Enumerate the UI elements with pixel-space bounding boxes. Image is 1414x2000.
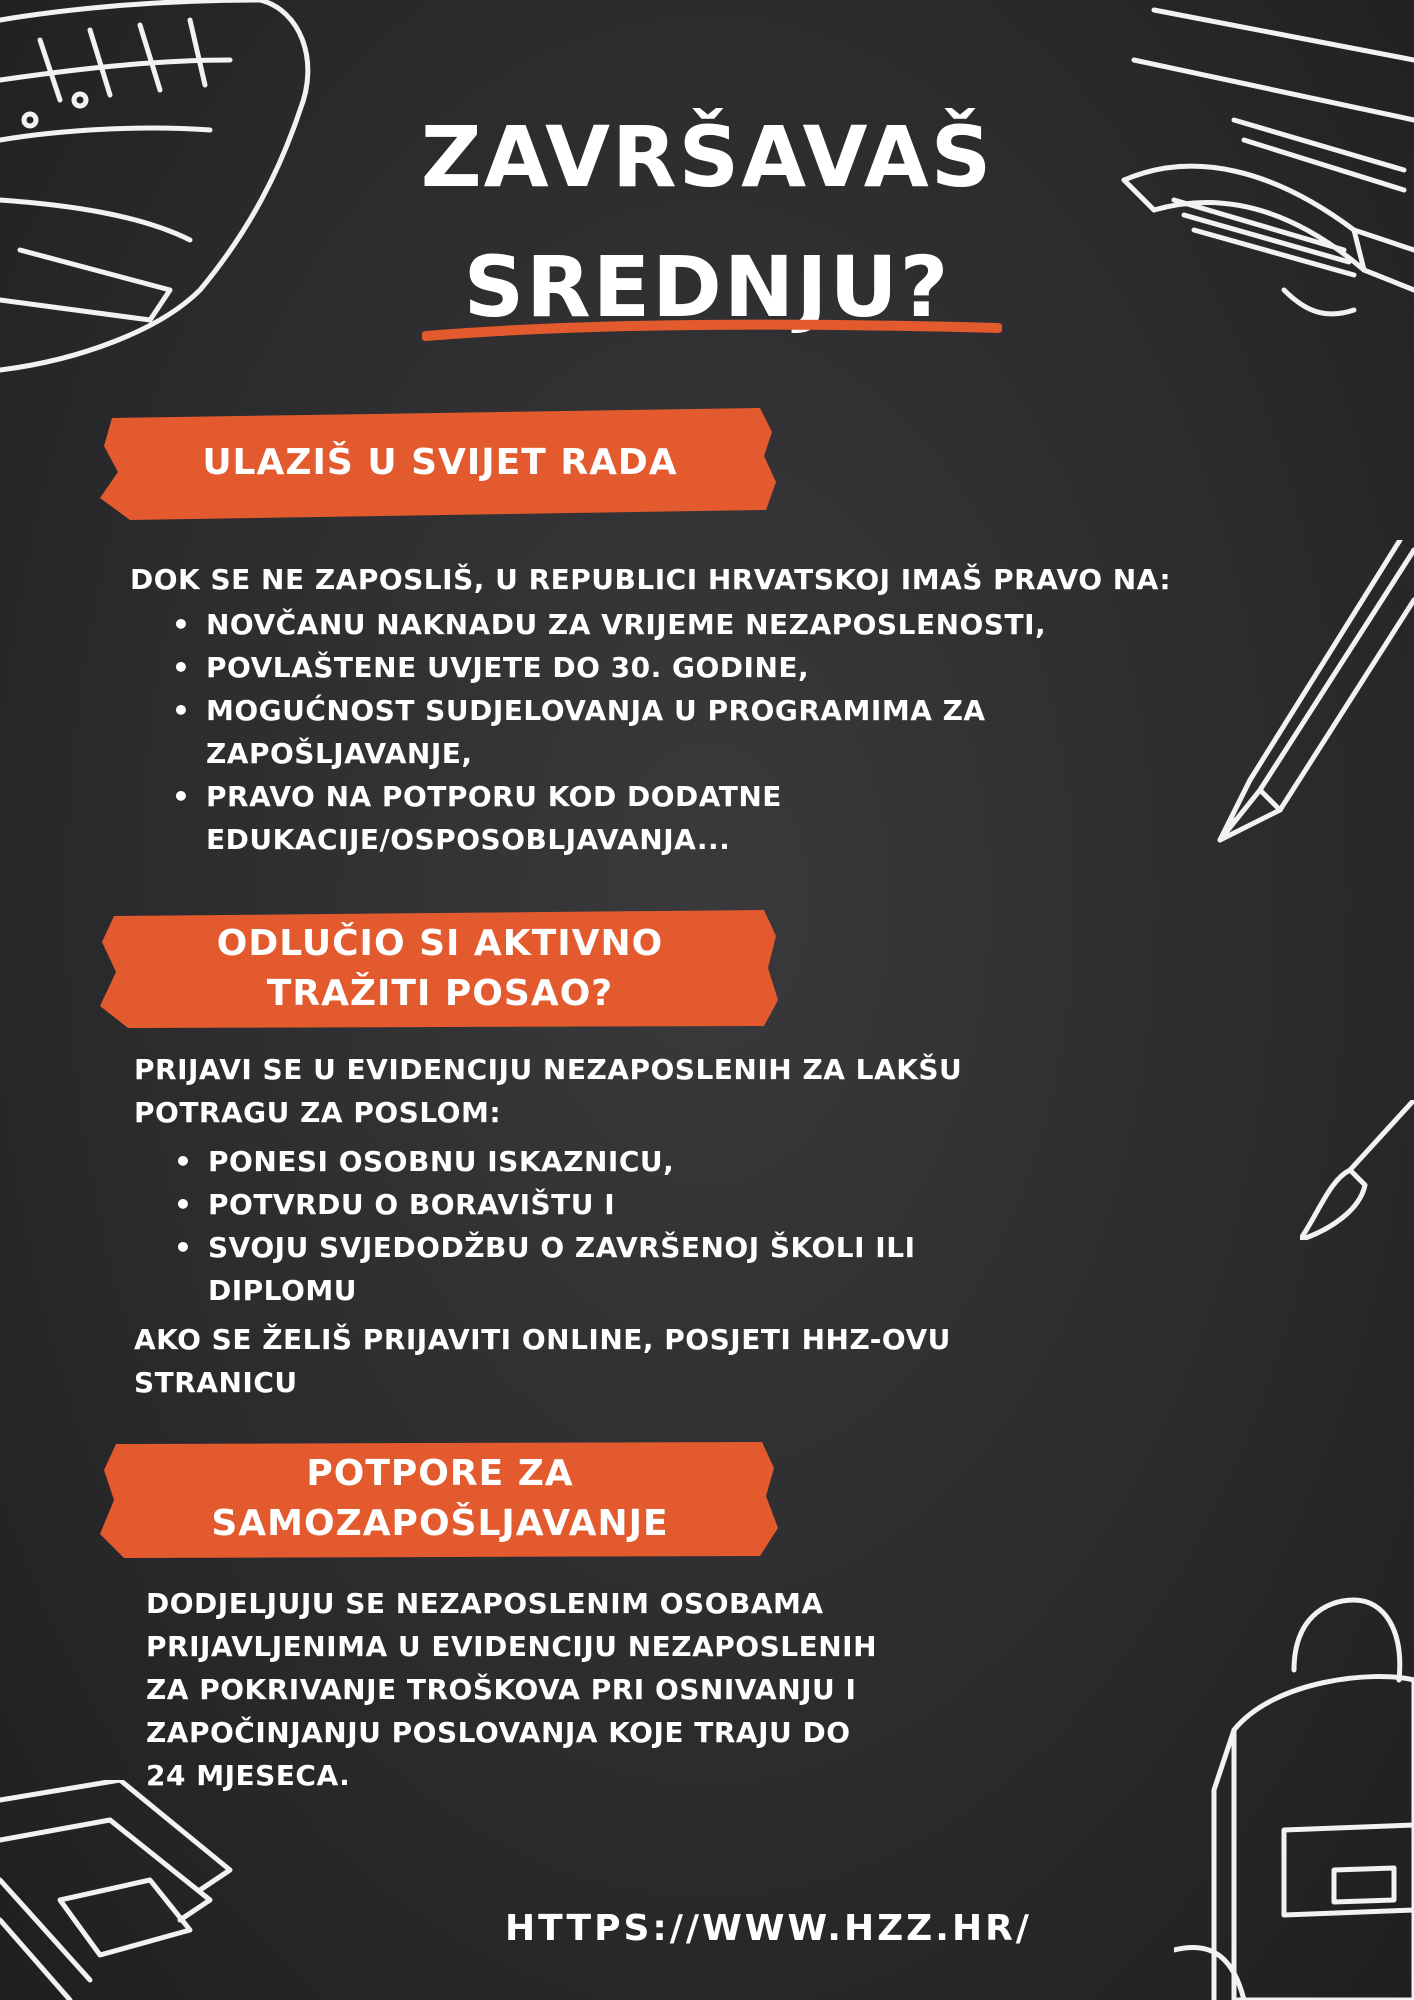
website-link[interactable]: HTTPS://WWW.HZZ.HR/: [505, 1908, 1032, 1949]
list-item-text: ZAPOŠLJAVANJE,: [206, 737, 473, 770]
section-1-banner: [100, 402, 780, 524]
list-item-text: MOGUĆNOST SUDJELOVANJA U PROGRAMIMA ZA: [206, 694, 986, 727]
section-2-intro-line-2: POTRAGU ZA POSLOM:: [134, 1096, 502, 1129]
list-item-text: PONESI OSOBNU ISKAZNICU,: [208, 1145, 675, 1178]
brush-icon: [1300, 1100, 1414, 1240]
section-1-intro: DOK SE NE ZAPOSLIŠ, U REPUBLICI HRVATSKOJ IMAŠ PRAVO NA:: [130, 563, 1172, 596]
bullet-dot-icon: •: [174, 1145, 193, 1178]
bullet-dot-icon: •: [172, 651, 191, 684]
section-3-body-line: PRIJAVLJENIMA U EVIDENCIJU NEZAPOSLENIH: [146, 1630, 878, 1663]
section-2-heading-line-1: ODLUČIO SI AKTIVNO: [216, 923, 664, 964]
section-2-outro-line-2: STRANICU: [134, 1366, 298, 1399]
section-3-body: [146, 1582, 877, 1797]
title-line-1: ZAVRŠAVAŠ: [420, 108, 994, 206]
title-underline: [422, 318, 1002, 342]
section-3-body-line: 24 MJESECA.: [146, 1759, 351, 1792]
section-3-banner: [100, 1436, 780, 1562]
section-2-intro: [134, 1048, 962, 1134]
section-1-heading-text: ULAZIŠ U SVIJET RADA: [202, 442, 678, 483]
section-2-banner: [100, 906, 780, 1032]
list-item: [170, 1226, 916, 1312]
bullet-dot-icon: •: [174, 1188, 193, 1221]
list-item: [168, 689, 1046, 775]
list-item: [168, 775, 1046, 861]
list-item-text: POTVRDU O BORAVIŠTU I: [208, 1188, 616, 1221]
section-3-heading: [100, 1436, 780, 1562]
section-2-list: [170, 1140, 916, 1312]
bullet-dot-icon: •: [174, 1231, 193, 1264]
list-item: [170, 1183, 916, 1226]
section-2-heading: [100, 906, 780, 1032]
list-item-text: EDUKACIJE/OSPOSOBLJAVANJA...: [206, 823, 731, 856]
section-2-intro-line-1: PRIJAVI SE U EVIDENCIJU NEZAPOSLENIH ZA LAKŠU: [134, 1053, 963, 1086]
list-item-text: NOVČANU NAKNADU ZA VRIJEME NEZAPOSLENOSTI,: [206, 608, 1047, 641]
section-2-outro-line-1: AKO SE ŽELIŠ PRIJAVITI ONLINE, POSJETI HHZ-OVU: [134, 1323, 951, 1356]
section-3-heading-line-2: SAMOZAPOŠLJAVANJE: [211, 1503, 669, 1544]
section-2-heading-line-2: TRAŽITI POSAO?: [266, 973, 614, 1014]
bullet-dot-icon: •: [172, 780, 191, 813]
notebook-icon: [0, 1780, 240, 2000]
list-item-text: SVOJU SVJEDODŽBU O ZAVRŠENOJ ŠKOLI ILI: [208, 1231, 916, 1264]
pencil-icon: [1200, 540, 1414, 860]
section-1-heading: [100, 402, 780, 524]
title-line-2: SREDNJU?: [463, 238, 951, 336]
list-item-text: PRAVO NA POTPORU KOD DODATNE: [206, 780, 782, 813]
section-3-body-line: ZA POKRIVANJE TROŠKOVA PRI OSNIVANJU I: [146, 1673, 857, 1706]
list-item: [168, 603, 1046, 646]
section-1-list: [168, 603, 1046, 861]
list-item: [168, 646, 1046, 689]
bullet-dot-icon: •: [172, 608, 191, 641]
section-3-heading-line-1: POTPORE ZA: [306, 1453, 574, 1494]
list-item-text: DIPLOMU: [208, 1274, 357, 1307]
bullet-dot-icon: •: [172, 694, 191, 727]
section-3-body-line: DODJELJUJU SE NEZAPOSLENIM OSOBAMA: [146, 1587, 824, 1620]
backpack-icon: [1174, 1570, 1414, 2000]
list-item-text: POVLAŠTENE UVJETE DO 30. GODINE,: [206, 651, 810, 684]
section-2-outro: [134, 1318, 951, 1404]
section-3-body-line: ZAPOČINJANJU POSLOVANJA KOJE TRAJU DO: [146, 1716, 851, 1749]
list-item: [170, 1140, 916, 1183]
